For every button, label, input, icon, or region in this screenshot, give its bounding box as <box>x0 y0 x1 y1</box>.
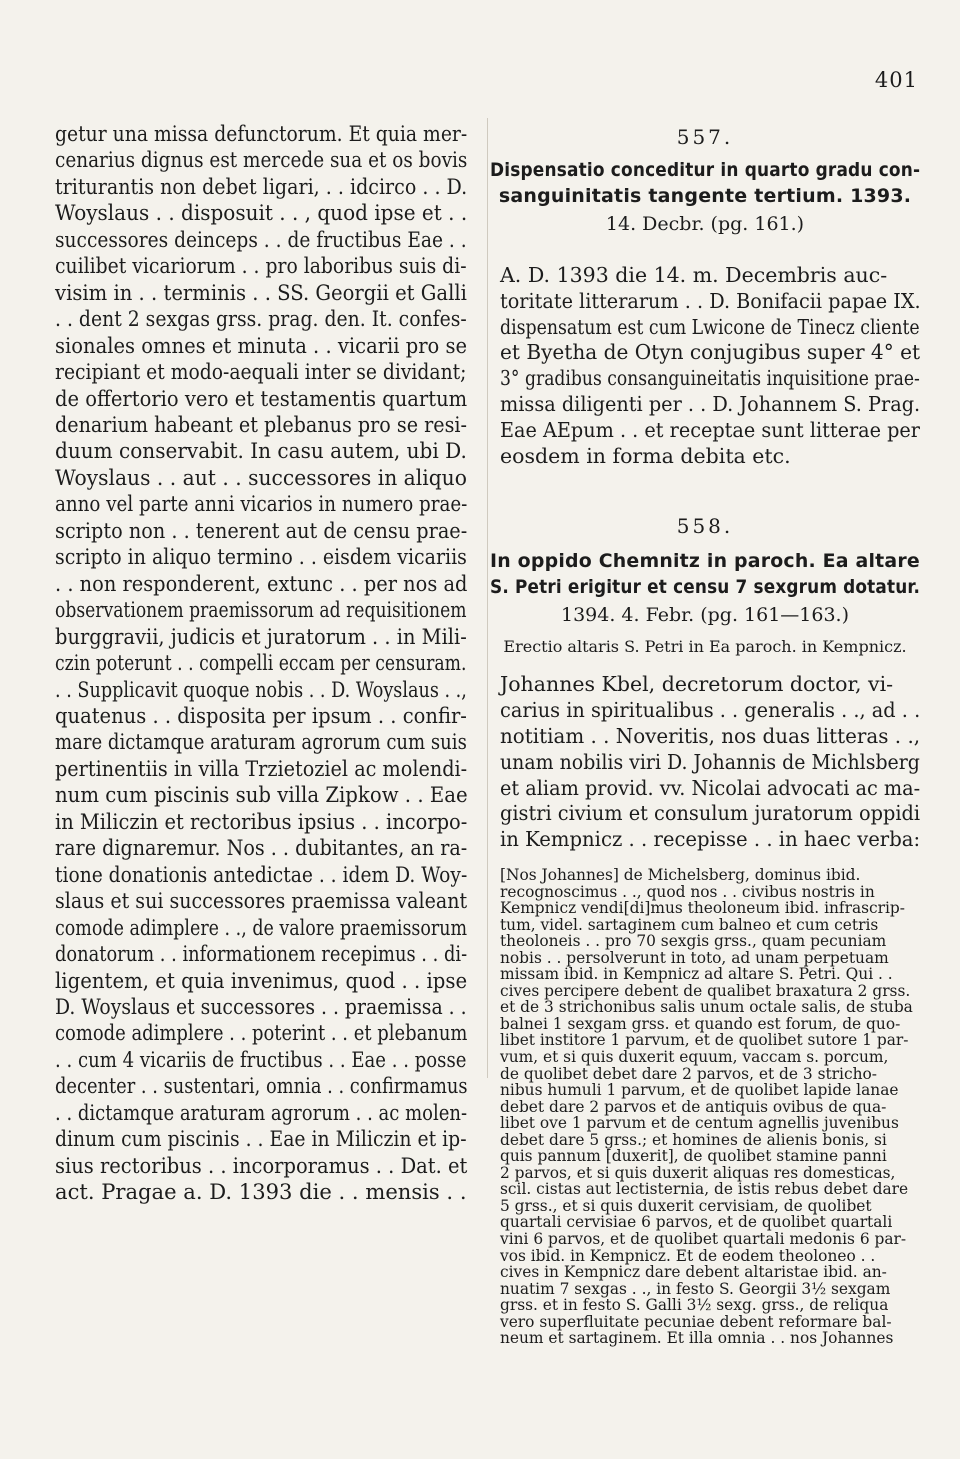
text-line: quatenus . . disposita per ipsum . . confir- <box>55 703 467 729</box>
text-line: gistri civium et consulum juratorum oppidi <box>500 801 921 826</box>
text-line: cenarius dignus est mercede sua et os bovis <box>55 148 468 174</box>
text-line: . . dictamque araturam agrorum . . ac molen- <box>55 1100 468 1126</box>
quoted-text-line: vos ibid. in Kempnicz. Et de eodem theoloneo . . <box>500 1246 876 1265</box>
page-number: 401 <box>874 68 918 92</box>
quoted-text-line: debet dare 2 parvos et de antiquis ovibus de qua- <box>500 1097 887 1116</box>
quoted-text-line: 5 grss., et si quis duxerit cervisiam, de quolibet <box>500 1196 872 1215</box>
text-line: triturantis non debet ligari, . . idcirco . . D. <box>55 174 468 200</box>
title-line: Dispensatio conceditur in quarto gradu con- <box>490 159 921 181</box>
section-body <box>500 672 920 853</box>
quoted-text-line: 2 parvos, et si quis duxerit aliquas res domesticas, <box>500 1163 896 1182</box>
text-line: successores deinceps . . de fructibus Eae . . <box>55 227 467 253</box>
quoted-text-line: scil. cistas aut lectisternia, de istis rebus debet dare <box>500 1180 909 1199</box>
text-line: scripto non . . tenerent aut de censu prae- <box>55 518 468 544</box>
quoted-text-line: libet institore 1 parvum, et de quolibet sutore 1 par- <box>500 1031 909 1050</box>
quoted-text-line: cives percipere debent de qualibet braxatura 2 grss. <box>500 981 911 1000</box>
text-line: . . dent 2 sexgas grss. prag. den. It. confes- <box>55 307 467 333</box>
text-line: burggravii, judicis et juratorum . . in Mili- <box>55 624 467 650</box>
text-line: et aliam provid. vv. Nicolai advocati ac ma- <box>500 775 921 800</box>
text-line: comode adimplere . . poterint . . et plebanum <box>55 1021 468 1047</box>
text-line: et Byetha de Otyn conjugibus super 4° et <box>500 340 921 365</box>
text-line: slaus et sui successores praemissa valeant <box>55 889 468 915</box>
quoted-text-line: grss. et in festo S. Galli 3½ sexg. grss., de reliqua <box>500 1296 889 1315</box>
quoted-text-line: debet dare 5 grss.; et homines de alienis bonis, si <box>500 1130 887 1149</box>
text-line: cuilibet vicariorum . . pro laboribus suis di- <box>55 254 467 280</box>
text-line: . . cum 4 vicariis de fructibus . . Eae . . posse <box>55 1047 467 1073</box>
section-title <box>490 158 920 209</box>
text-line: mare dictamque araturam agrorum cum suis <box>55 730 467 756</box>
quoted-text-line: nuatim 7 sexgas . ., in festo S. Georgii 3½ sexgam <box>500 1279 891 1298</box>
quoted-text-line: libet ove 1 parvum et de centum agnellis juvenibus <box>500 1114 899 1133</box>
text-line: carius in spiritualibus . . generalis . ., ad . . <box>500 698 921 723</box>
title-line: In oppido Chemnitz in paroch. Ea altare <box>490 550 920 573</box>
text-line: . . non responderent, extunc . . per nos ad <box>55 571 468 597</box>
text-line: duum conservabit. In casu autem, ubi D. <box>55 439 467 465</box>
quoted-text-line: vero superfluitate pecuniae debent reformare bal- <box>500 1312 892 1331</box>
text-line: toritate litterarum . . D. Bonifacii papae IX. <box>500 288 921 313</box>
left-column <box>55 122 468 1207</box>
section-date: 14. Decbr. (pg. 161.) <box>605 213 805 235</box>
section-557 <box>490 122 920 469</box>
text-line: missa diligenti per . . D. Johannem S. Prag. <box>500 391 921 416</box>
quoted-text-line: neum et sartaginem. Et illa omnia . . nos Johannes <box>500 1329 894 1348</box>
quoted-text-line: vini 6 parvos, et de quolibet quartali medonis 6 par- <box>500 1229 907 1248</box>
text-line: sionales omnes et minuta . . vicarii pro se <box>55 333 468 359</box>
text-line: Johannes Kbel, decretorum doctor, vi- <box>500 672 894 697</box>
text-line: denarium habeant et plebanus pro se resi- <box>55 412 467 438</box>
quoted-text-line: [Nos Johannes] de Michelsberg, dominus ibid. <box>500 865 861 884</box>
quoted-text-line: cives in Kempnicz dare debent altaristae ibid. an- <box>500 1263 887 1282</box>
quoted-text-line: quartali cervisiae 6 parvos, et de quolibet quartali <box>500 1213 893 1232</box>
text-line: czin poterunt . . compelli eccam per censuram. <box>55 651 467 677</box>
column-divider <box>487 118 488 1078</box>
quoted-text-line: missam ibid. in Kempnicz ad altare S. Petri. Qui . . <box>500 965 893 984</box>
quoted-text-line: tum, videl. sartaginem cum balneo et cum cetris <box>500 915 879 934</box>
text-line: . . Supplicavit quoque nobis . . D. Woyslaus . ., <box>55 677 467 703</box>
text-line: observationem praemissorum ad requisitionem <box>55 598 467 624</box>
text-line: pertinentiis in villa Trzietoziel ac molendi- <box>55 756 468 782</box>
right-column <box>490 122 920 1347</box>
text-line: dispensatum est cum Lwicone de Tinecz cliente <box>500 314 920 339</box>
text-line: visim in . . terminis . . SS. Georgii et Galli <box>55 280 467 306</box>
text-line: Woyslaus . . disposuit . . , quod ipse et . . <box>55 201 468 227</box>
text-line: donatorum . . informationem recepimus . . di- <box>55 942 468 968</box>
text-line: tione donationis antedictae . . idem D. Woy- <box>55 862 468 888</box>
text-line: sius rectoribus . . incorporamus . . Dat. et <box>55 1153 468 1179</box>
section-number: 557. <box>676 125 734 149</box>
quoted-text-line: Kempnicz vendi[di]mus theoloneum ibid. infrascrip- <box>500 899 905 918</box>
quoted-text-line: balnei 1 sexgam grss. et quando est forum, de quo- <box>500 1014 901 1033</box>
quoted-text-line: quis pannum [duxerit], de quolibet stamine panni <box>500 1147 887 1166</box>
text-line: act. Pragae a. D. 1393 die . . mensis . . <box>55 1180 467 1206</box>
quoted-text-line: vum, et si quis duxerit equum, vaccam s. porcum, <box>500 1047 889 1066</box>
text-line: 3° gradibus consanguineitatis inquisitione prae- <box>500 366 920 391</box>
section-558 <box>490 511 920 1346</box>
quoted-document <box>500 867 920 1347</box>
text-line: getur una missa defunctorum. Et quia mer- <box>55 122 468 147</box>
title-line: S. Petri erigitur et censu 7 sexgrum dotatur. <box>490 575 921 598</box>
text-line: D. Woyslaus et successores . . praemissa . . <box>55 994 467 1020</box>
text-line: notitiam . . Noveritis, nos duas litteras . ., <box>500 723 921 748</box>
section-note: Erectio altaris S. Petri in Ea paroch. in Kempnicz. <box>503 637 907 657</box>
text-line: Eae AEpum . . et receptae sunt litterae per <box>500 417 920 442</box>
text-line: scripto in aliquo termino . . eisdem vicariis <box>55 545 467 571</box>
quoted-text-line: et de 3 strichonibus salis unum octale salis, de stuba <box>500 998 913 1017</box>
text-line: comode adimplere . ., de valore praemissorum <box>55 915 468 941</box>
quoted-text-line: nibus humuli 1 parvum, et de quolibet lapide lanae <box>500 1081 899 1100</box>
text-line: unam nobilis viri D. Johannis de Michlsberg <box>500 749 920 774</box>
text-line: decenter . . sustentari, omnia . . confirmamus <box>55 1074 468 1100</box>
text-line: de offertorio vero et testamentis quartum <box>55 386 468 412</box>
text-line: anno vel parte anni vicarios in numero prae- <box>55 492 468 518</box>
title-line: sanguinitatis tangente tertium. 1393. <box>498 184 912 207</box>
quoted-text-line: theoloneis . . pro 70 sexgis grss., quam pecuniam <box>500 932 887 951</box>
text-line: in Kempnicz . . recepisse . . in haec verba: <box>500 827 921 852</box>
quoted-text-line: de quolibet debet dare 2 parvos, et de 3 stricho- <box>500 1064 877 1083</box>
text-line: in Miliczin et rectoribus ipsius . . incorpo- <box>55 809 468 835</box>
section-date: 1394. 4. Febr. (pg. 161—163.) <box>560 604 850 627</box>
text-line: recipiant et modo-aequali inter se dividant; <box>55 360 467 386</box>
text-line: A. D. 1393 die 14. m. Decembris auc- <box>500 263 888 287</box>
section-title <box>490 549 920 600</box>
section-body <box>500 263 920 469</box>
text-line: rare dignaremur. Nos . . dubitantes, an ra- <box>55 836 468 862</box>
quoted-text-line: recognoscimus . ., quod nos . . civibus nostris in <box>500 882 875 901</box>
text-line: Woyslaus . . aut . . successores in aliquo <box>55 465 467 491</box>
quoted-text-line: nobis . . persolverunt in toto, ad unam perpetuam <box>500 948 889 967</box>
text-line: num cum piscinis sub villa Zipkow . . Eae <box>55 783 468 809</box>
text-line: dinum cum piscinis . . Eae in Miliczin et ip- <box>55 1127 467 1153</box>
section-number: 558. <box>676 514 734 539</box>
text-line: ligentem, et quia invenimus, quod . . ipse <box>55 968 468 994</box>
text-line: eosdem in forma debita etc. <box>500 443 791 468</box>
